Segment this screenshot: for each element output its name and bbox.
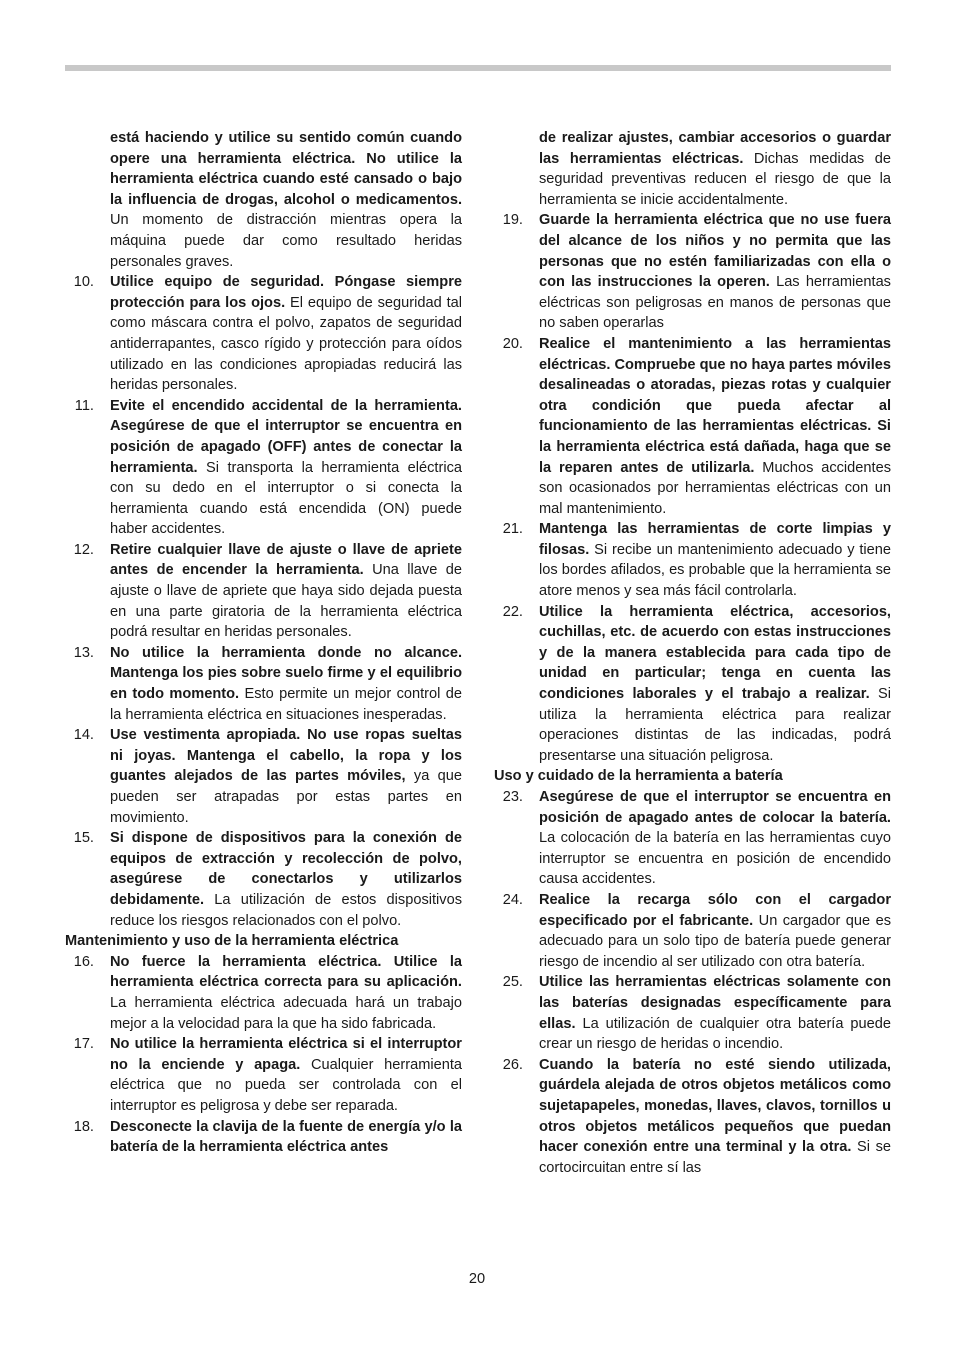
header-rule — [65, 65, 891, 71]
list-item-continuation — [494, 128, 891, 210]
item-bold-text: Realice el mantenimiento a las herramientas eléctricas. Compruebe que no haya partes móviles desalineadas o atoradas, piezas rotas y cualquier otra condición que pueda afectar al funcionamiento de las herramientas eléctricas. Si la herramienta eléctrica está dañada, haga que se la reparen antes de utilizarla. — [539, 335, 892, 476]
item-bold-text: Mantenga las herramientas de corte limpias y filosas. — [539, 521, 891, 558]
item-body-text: La utilización de estos dispositivos reduce los riesgos relacionados con el polvo. — [110, 891, 462, 929]
item-body-text: La colocación de la batería en las herramientas cuyo interruptor se encuentra en posición de encendido causa accidentes. — [539, 830, 891, 888]
item-body-text: Esto permite un mejor control de la herramienta eléctrica en situaciones inesperadas. — [110, 686, 462, 723]
list-item — [494, 787, 891, 890]
item-bold-text: Retire cualquier llave de ajuste o llave de apriete antes de encender la herramienta. — [110, 541, 462, 579]
item-number: 26. — [502, 1056, 523, 1073]
item-number: 16. — [73, 953, 94, 970]
left-items-before — [65, 272, 462, 931]
list-item — [494, 602, 891, 767]
item-bold-text: No fuerce la herramienta eléctrica. Utilice la herramienta eléctrica correcta para su aplicación. — [110, 953, 462, 991]
item-bold-text: No utilice la herramienta donde no alcance. Mantenga los pies sobre suelo firme y el equilibrio en todo momento. — [110, 644, 462, 703]
item-number: 23. — [502, 789, 523, 805]
list-item — [65, 540, 462, 643]
item-body-text: Las herramientas eléctricas son peligrosas en manos de personas que no saben operarlas — [539, 274, 891, 332]
item-body-text: El equipo de seguridad tal como máscara contra el polvo, zapatos de seguridad antiderrapantes, casco rígido y protección para oídos utilizado en las condiciones apropiadas reducirá las heridas personales. — [110, 294, 462, 394]
item-bold-text: Evite el encendido accidental de la herramienta. Asegúrese de que el interruptor se encuentra en posición de apagado (OFF) antes de conectar la herramienta. — [110, 397, 462, 476]
section-heading-battery: Uso y cuidado de la herramienta a batería — [494, 768, 783, 785]
item-bold-text: Asegúrese de que el interruptor se encuentra en posición de apagado antes de colocar la batería. — [539, 789, 891, 826]
item-number: 17. — [73, 1036, 94, 1053]
right-items-after — [494, 787, 891, 1178]
item-bold-text: Utilice las herramientas eléctricas solamente con las baterías designadas específicamente para ellas. — [539, 974, 891, 1032]
item-body-text: Dichas medidas de seguridad preventivas reducen el riesgo de que la herramienta se inicie accidentalmente. — [539, 150, 891, 208]
item-bold-text: de realizar ajustes, cambiar accesorios o guardar las herramientas eléctricas. — [539, 130, 891, 167]
list-item — [65, 1034, 462, 1116]
item-body-text: Si recibe un mantenimiento adecuado y tiene los bordes afilados, es probable que la herramienta se atore menos y sea más fácil controlarla. — [539, 541, 891, 600]
list-item — [494, 519, 891, 601]
item-bold-text: Use vestimenta apropiada. No use ropas sueltas ni joyas. Mantenga el cabello, la ropa y los guantes alejados de las partes móviles, — [110, 727, 462, 785]
item-number: 15. — [73, 830, 94, 847]
item-number: 10. — [73, 274, 94, 291]
item-number: 20. — [502, 335, 523, 352]
item-number: 12. — [73, 541, 94, 558]
item-bold-text: Utilice equipo de seguridad. Póngase siempre protección para los ojos. — [110, 274, 462, 311]
item-number: 14. — [73, 727, 94, 744]
item-number: 24. — [502, 891, 523, 908]
left-items-after — [65, 952, 462, 1158]
item-body-text: La utilización de cualquier otra batería puede crear un riesgo de heridas o incendio. — [539, 1015, 891, 1053]
item-body-text: Un momento de distracción mientras opera la máquina puede dar como resultado heridas personales graves. — [110, 212, 462, 270]
item-bold-text: Desconecte la clavija de la fuente de energía y/o la batería de la herramienta eléctrica antes — [110, 1118, 462, 1156]
item-body-text: ya que pueden ser atrapadas por estas partes en movimiento. — [110, 768, 462, 826]
item-number: 11. — [74, 397, 94, 414]
list-item — [65, 952, 462, 1034]
item-number: 22. — [502, 603, 523, 620]
item-bold-text: Realice la recarga sólo con el cargador especificado por el fabricante. — [539, 891, 891, 929]
item-number: 18. — [73, 1118, 94, 1135]
page-number: 20 — [468, 1271, 486, 1287]
list-item — [494, 1055, 891, 1179]
item-number: 21. — [502, 521, 523, 538]
list-item — [494, 334, 891, 519]
item-body-text: Un cargador que es adecuado para un solo tipo de batería puede generar riesgo de incendio al ser utilizado con otra batería. — [539, 912, 891, 970]
list-item-continuation — [65, 128, 462, 272]
item-bold-text: Si dispone de dispositivos para la conexión de equipos de extracción y recolección de polvo, asegúrese de conectarlos y utilizarlos debidamente. — [110, 830, 462, 908]
item-bold-text: está haciendo y utilice su sentido común cuando opere una herramienta eléctrica. No utilice la herramienta eléctrica cuando esté cansado o bajo la influencia de drogas, alcohol o medicamentos. — [110, 130, 462, 208]
list-item — [65, 725, 462, 828]
item-body-text: Si transporta la herramienta eléctrica con su dedo en el interruptor o si conecta la herramienta cuando está encendida (ON) puede haber accidentes. — [110, 459, 462, 538]
item-number: 13. — [73, 644, 94, 661]
item-bold-text: No utilice la herramienta eléctrica si el interruptor no la enciende y apaga. — [110, 1036, 462, 1073]
item-body-text: Muchos accidentes son ocasionados por herramientas eléctricas con un mal mantenimiento. — [539, 459, 891, 517]
item-body-text: Si se cortocircuitan entre sí las — [539, 1139, 892, 1176]
list-item — [494, 972, 891, 1054]
section-heading-maintenance: Mantenimiento y uso de la herramienta eléctrica — [65, 933, 399, 950]
item-body-text: Cualquier herramienta eléctrica que no pueda ser controlada con el interruptor es peligrosa y debe ser reparada. — [110, 1056, 462, 1114]
list-item — [65, 396, 462, 540]
right-items-before — [494, 210, 891, 766]
item-bold-text: Utilice la herramienta eléctrica, accesorios, cuchillas, etc. de acuerdo con estas instrucciones y de la manera establecida para cada tipo de unidad en particular; tenga en cuenta las condiciones laborales y el trabajo a realizar. — [539, 603, 891, 703]
list-item — [65, 828, 462, 931]
item-body-text: Si utiliza la herramienta eléctrica para realizar operaciones distintas de las indicadas, podrá presentarse una situación peligrosa. — [539, 686, 892, 764]
right-column — [494, 128, 891, 1178]
item-number: 19. — [502, 212, 523, 229]
item-bold-text: Cuando la batería no esté siendo utilizada, guárdela alejada de otros objetos metálicos como sujetapapeles, monedas, llaves, clavos, tornillos u otros objetos metálicos pequeños que puedan hacer conexión entre una terminal y la otra. — [539, 1056, 891, 1156]
item-number: 25. — [502, 974, 523, 991]
list-item — [65, 1117, 462, 1158]
list-item — [65, 643, 462, 725]
left-column — [65, 128, 462, 1158]
list-item — [494, 210, 891, 334]
item-body-text: Una llave de ajuste o llave de apriete que haya sido dejada puesta en una parte giratoria de la herramienta eléctrica podrá resultar en heridas personales. — [110, 562, 462, 641]
list-item — [494, 890, 891, 972]
item-body-text: La herramienta eléctrica adecuada hará un trabajo mejor a la velocidad para la que ha sido fabricada. — [110, 994, 462, 1032]
item-bold-text: Guarde la herramienta eléctrica que no use fuera del alcance de los niños y no permita que las personas que no estén familiarizadas con ella o con las instrucciones la operen. — [539, 212, 891, 291]
list-item — [65, 272, 462, 396]
